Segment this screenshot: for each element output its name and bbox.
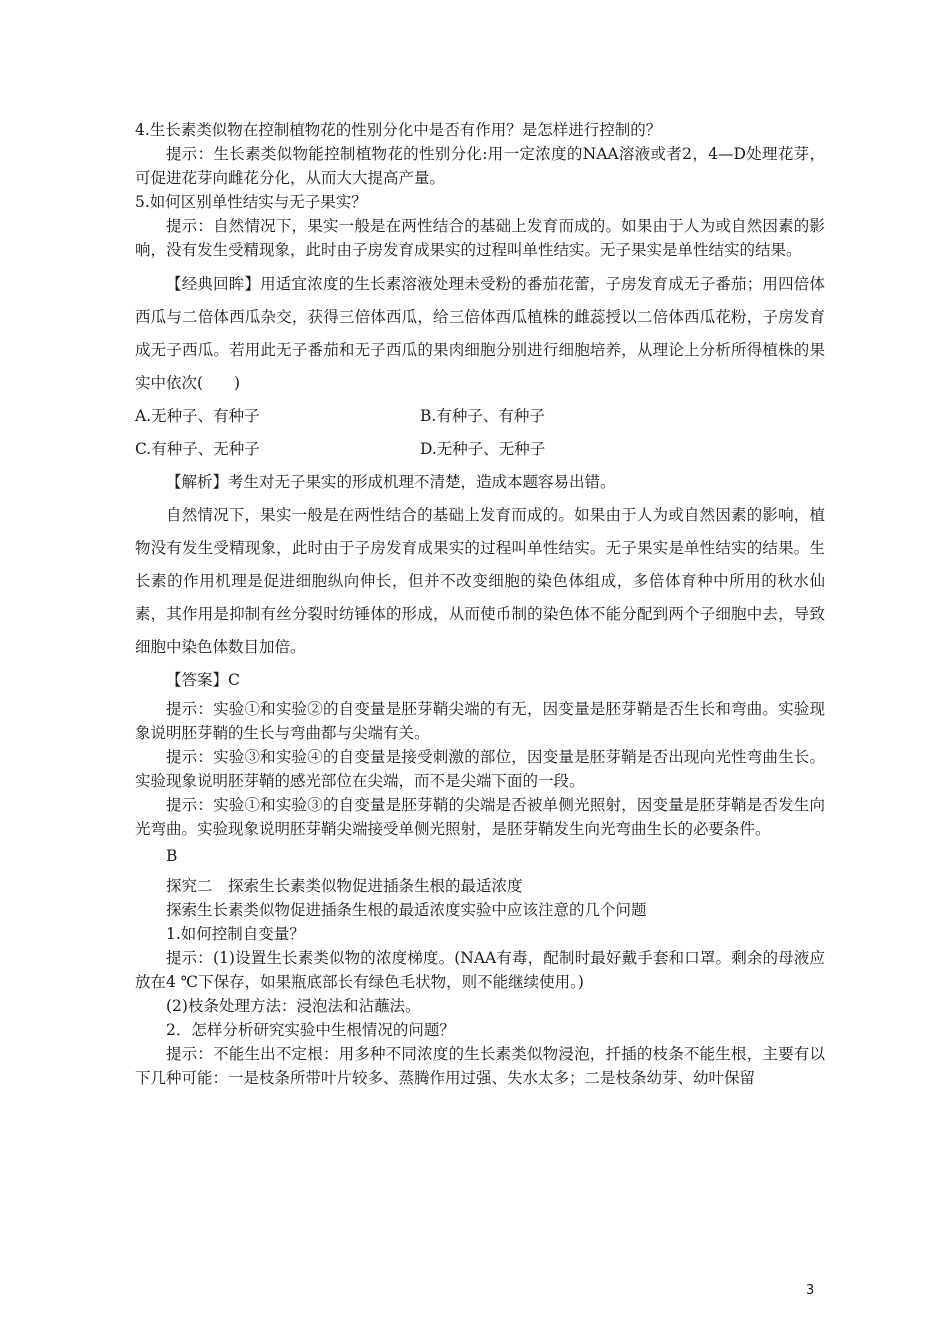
option-c: C.有种子、无种子 — [135, 440, 260, 458]
answer: 【答案】C — [166, 671, 240, 689]
explore2-question-2-hint: 提示：不能生出不定根：用多种不同浓度的生长素类似物浸泡，扦插的枝条不能生根，主要有以下几种可能：一是枝条所带叶片较多、蒸腾作用过强、失水太多；二是枝条幼芽、幼叶保留 — [135, 1045, 825, 1087]
options-row-2 — [135, 433, 825, 466]
option-d: D.无种子、无种子 — [420, 440, 546, 458]
analysis-body: 自然情况下，果实一般是在两性结合的基础上发育而成的。如果由于人为或自然因素的影响，植物没有发生受精现象，此时由于子房发育成果实的过程叫单性结实。无子果实是单性结实的结果。生长素的作用机理是促进细胞纵向伸长，但并不改变细胞的染色体组成，多倍体育种中所用的秋水仙素，其作用是抑制有丝分裂时纺锤体的形成，从而使币制的染色体不能分配到两个子细胞中去，导致细胞中染色体数目加倍。 — [135, 506, 825, 656]
answer-b: B — [166, 847, 178, 865]
explore2-question-1: 1.如何控制自变量？ — [166, 925, 305, 943]
question-5-title: 5.如何区别单性结实与无子果实？ — [135, 193, 367, 211]
option-a: A.无种子、有种子 — [135, 407, 260, 425]
option-b: B.有种子、有种子 — [420, 407, 545, 425]
experiment-hint-1: 提示：实验①和实验②的自变量是胚芽鞘尖端的有无，因变量是胚芽鞘是否生长和弯曲。实验现象说明胚芽鞘的生长与弯曲都与尖端有关。 — [135, 700, 825, 742]
explore2-question-1-hint: 提示：(1)设置生长素类似物的浓度梯度。(NAA有毒，配制时最好戴手套和口罩。剩余的母液应放在4 ℃下保存，如果瓶底部长有绿色毛状物，则不能继续使用。) — [135, 949, 825, 991]
page-number: 3 — [806, 1283, 815, 1298]
analysis-intro: 【解析】考生对无子果实的形成机理不清楚，造成本题容易出错。 — [166, 473, 616, 491]
classic-question: 【经典回眸】用适宜浓度的生长素溶液处理未受粉的番茄花蕾，子房发育成无子番茄；用四倍体西瓜与二倍体西瓜杂交，获得三倍体西瓜，给三倍体西瓜植株的雌蕊授以二倍体西瓜花粉，子房发育成无子西瓜。若用此无子番茄和无子西瓜的果肉细胞分别进行细胞培养，从理论上分析所得植株的果实中依次( ) — [135, 275, 825, 392]
page-content — [135, 118, 825, 1090]
explore2-subtitle: 探索生长素类似物促进插条生根的最适浓度实验中应该注意的几个问题 — [166, 901, 647, 919]
explore2-title: 探究二 探索生长素类似物促进插条生根的最适浓度 — [166, 877, 523, 895]
experiment-hint-3: 提示：实验①和实验③的自变量是胚芽鞘的尖端是否被单侧光照射，因变量是胚芽鞘是否发生向光弯曲。实验现象说明胚芽鞘尖端接受单侧光照射，是胚芽鞘发生向光弯曲生长的必要条件。 — [135, 796, 825, 838]
explore2-question-1-method: (2)枝条处理方法：浸泡法和沾蘸法。 — [166, 997, 421, 1015]
question-5-hint: 提示：自然情况下，果实一般是在两性结合的基础上发育而成的。如果由于人为或自然因素的影响，没有发生受精现象，此时由子房发育成果实的过程叫单性结实。无子果实是单性结实的结果。 — [135, 217, 825, 259]
explore2-question-2: 2．怎样分析研究实验中生根情况的问题？ — [166, 1021, 455, 1039]
experiment-hint-2: 提示：实验③和实验④的自变量是接受刺激的部位，因变量是胚芽鞘是否出现向光性弯曲生长。实验现象说明胚芽鞘的感光部位在尖端，而不是尖端下面的一段。 — [135, 748, 825, 790]
options-row-1 — [135, 400, 825, 433]
question-4-title: 4.生长素类似物在控制植物花的性别分化中是否有作用？是怎样进行控制的？ — [135, 121, 662, 139]
question-4-hint: 提示：生长素类似物能控制植物花的性别分化:用一定浓度的NAA溶液或者2，4—D处理花芽，可促进花芽向雌花分化，从而大大提高产量。 — [135, 145, 825, 187]
